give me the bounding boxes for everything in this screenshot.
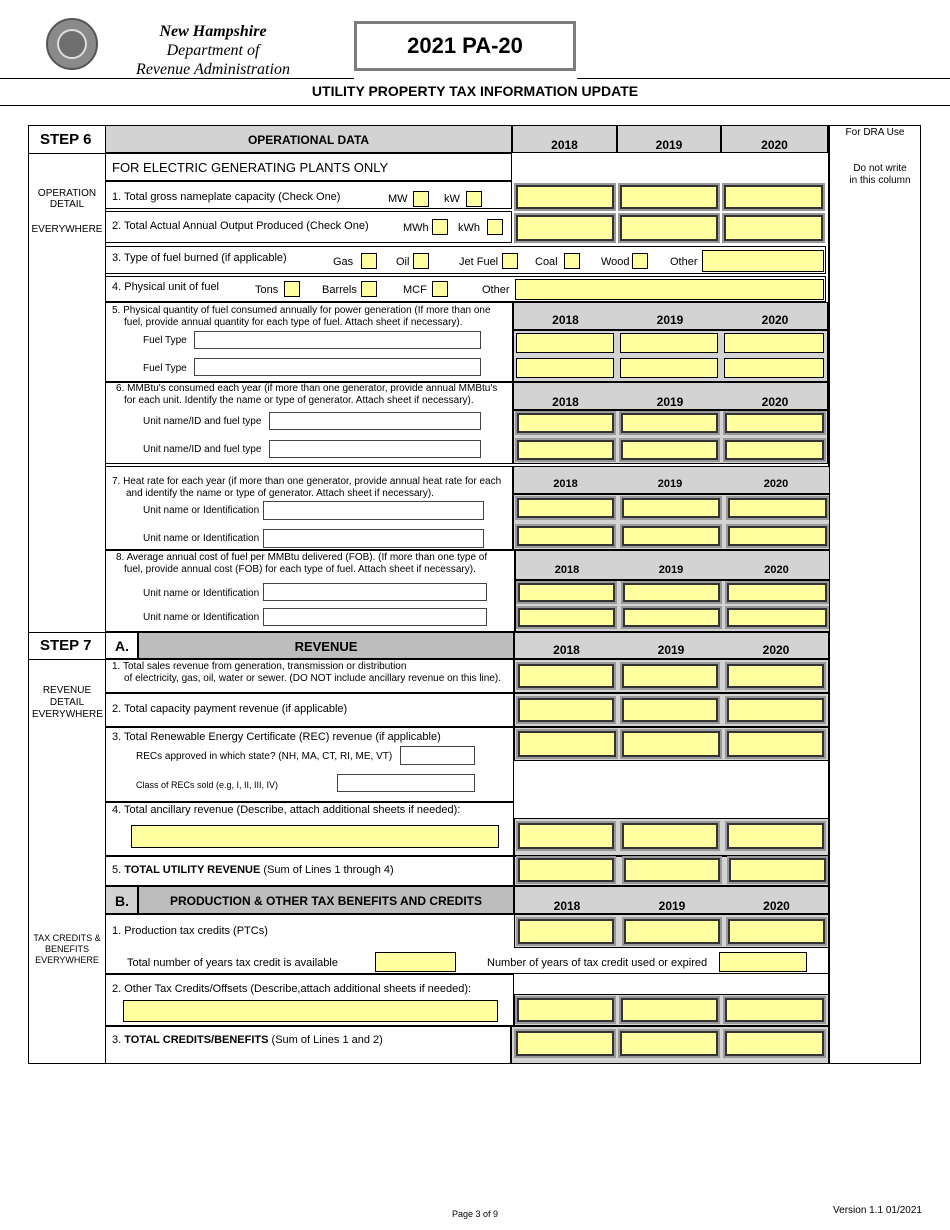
rev-line2-label: 2. Total capacity payment revenue (if applicable): [112, 703, 348, 715]
fuel-type-input[interactable]: [194, 331, 481, 349]
fuel-oil-checkbox[interactable]: [413, 253, 429, 269]
line5-2018-input[interactable]: [516, 358, 614, 378]
fuel-jet-label: Jet Fuel: [459, 256, 499, 268]
fuel-type-label: Fuel Type: [143, 363, 187, 374]
unit-id-input[interactable]: [263, 583, 487, 601]
other-credits-2020-input[interactable]: [725, 998, 824, 1022]
line8-2018-input[interactable]: [518, 583, 615, 602]
ptc-2020-input[interactable]: [728, 919, 825, 944]
rev-line1-label-b: of electricity, gas, oil, water or sewer. (DO NOT include ancillary revenue on this line).: [124, 673, 502, 684]
line7-2020-input[interactable]: [728, 526, 827, 546]
line7-2018-input[interactable]: [517, 526, 614, 546]
years-used-label: Number of years of tax credit used or expired: [487, 957, 708, 969]
total-credits-bold: TOTAL CREDITS/BENEFITS: [124, 1034, 269, 1046]
line2-2019-input[interactable]: [620, 215, 718, 241]
year-header: 2020: [764, 564, 789, 576]
line6-2020-input[interactable]: [725, 440, 824, 460]
fuel-wood-label: Wood: [601, 256, 630, 268]
step7-label: STEP 7: [40, 637, 92, 654]
years-available-input[interactable]: [375, 952, 456, 972]
rec-state-label: RECs approved in which state? (NH, MA, CT, RI, ME, VT): [136, 751, 393, 762]
total-credits-rest: (Sum of Lines 1 and 2): [271, 1034, 383, 1046]
rev-line1-2018-input[interactable]: [518, 664, 614, 688]
unit-mcf-label: MCF: [403, 284, 427, 296]
rev-line4-2019-input[interactable]: [622, 823, 718, 849]
line5-2019-input[interactable]: [620, 333, 718, 353]
unit-id-label: Unit name or Identification: [143, 533, 260, 544]
kw-checkbox[interactable]: [466, 191, 482, 207]
line5-2020-input[interactable]: [724, 358, 824, 378]
rev-line5-num: 5.: [112, 864, 122, 876]
ancillary-description-input[interactable]: [131, 825, 499, 848]
unit-other-label: Other: [482, 284, 510, 296]
form-title: UTILITY PROPERTY TAX INFORMATION UPDATE: [311, 83, 639, 99]
tax-credits-label: TAX CREDITS & BENEFITS EVERYWHERE: [33, 933, 101, 965]
rev-line3-2020-input[interactable]: [727, 731, 824, 757]
unit-other-input[interactable]: [515, 279, 824, 300]
line7-label-b: and identify the name or type of generator. Attach sheet if necessary).: [126, 488, 434, 499]
other-credits-2019-input[interactable]: [621, 998, 718, 1022]
mw-checkbox[interactable]: [413, 191, 429, 207]
operation-detail-label: OPERATION DETAIL: [37, 188, 97, 210]
title-rule: [0, 105, 950, 106]
rev-line5-label: [112, 864, 394, 877]
year-header: 2018: [554, 564, 580, 576]
line7-2018-input[interactable]: [517, 498, 614, 518]
mwh-checkbox[interactable]: [432, 219, 448, 235]
line7-2019-input[interactable]: [622, 498, 720, 518]
step6-label: STEP 6: [40, 131, 92, 148]
kwh-label: kWh: [458, 222, 480, 234]
unit-tons-label: Tons: [255, 284, 279, 296]
unit-id-label: Unit name or Identification: [143, 612, 260, 623]
line6-label-a: 6. MMBtu's consumed each year (if more than one generator, provide annual MMBtu's: [116, 383, 498, 394]
line1-2020-input[interactable]: [724, 185, 823, 209]
rev-line2-2020-input[interactable]: [727, 698, 824, 722]
line8-2018-input[interactable]: [518, 608, 615, 627]
total-credits-2018-input[interactable]: [516, 1031, 614, 1056]
fuel-oil-label: Oil: [396, 256, 410, 268]
year-header: 2018: [553, 478, 578, 490]
line7-2020-input[interactable]: [728, 498, 827, 518]
unit-id-input[interactable]: [263, 529, 484, 548]
section-a-letter: A.: [105, 632, 138, 659]
year-header: 2019: [658, 899, 686, 913]
rev-line3-2019-input[interactable]: [622, 731, 720, 757]
everywhere-label: EVERYWHERE: [31, 224, 103, 235]
step6-header: OPERATIONAL DATA: [105, 125, 512, 153]
mw-label: MW: [388, 193, 408, 205]
unit-id-label: Unit name or Identification: [143, 505, 260, 516]
rec-state-input[interactable]: [400, 746, 475, 765]
line7-2019-input[interactable]: [622, 526, 720, 546]
line8-2019-input[interactable]: [623, 608, 720, 627]
rev-total-2020-input[interactable]: [729, 858, 826, 882]
rev-line5-rest: (Sum of Lines 1 through 4): [263, 864, 394, 876]
fuel-gas-label: Gas: [333, 256, 354, 268]
header-rule-right: [577, 78, 950, 79]
agency-name: New Hampshire: [159, 23, 267, 40]
rev-line5-bold: TOTAL UTILITY REVENUE: [124, 864, 261, 876]
unit-name-input[interactable]: [269, 412, 481, 430]
year-header: 2019: [656, 313, 684, 327]
unit-name-label: Unit name/ID and fuel type: [143, 416, 262, 427]
rev-line2-2019-input[interactable]: [622, 698, 718, 722]
rec-class-input[interactable]: [337, 774, 475, 792]
year-header: 2019: [656, 395, 684, 409]
total-credits-2020-input[interactable]: [725, 1031, 824, 1056]
fuel-other-input[interactable]: [702, 250, 824, 272]
line6-2020-input[interactable]: [725, 413, 824, 433]
unit-barrels-label: Barrels: [322, 284, 357, 296]
step7-label-rule: [28, 659, 106, 660]
rev-line4-2018-input[interactable]: [518, 823, 614, 849]
year-header: 2019: [658, 564, 684, 576]
rev-line3-2018-input[interactable]: [518, 731, 616, 757]
year-header: 2018: [552, 313, 579, 327]
years-used-input[interactable]: [719, 952, 807, 972]
dra-column: [829, 125, 921, 1064]
other-credits-2018-input[interactable]: [517, 998, 614, 1022]
ptc-2018-input[interactable]: [518, 919, 614, 944]
step6-label-rule: [28, 153, 106, 154]
fuel-coal-label: Coal: [535, 256, 558, 268]
version-label: Version 1.1 01/2021: [833, 1205, 922, 1216]
line8-2020-input[interactable]: [727, 608, 827, 627]
unit-name-input[interactable]: [269, 440, 481, 458]
line6-label-b: for each unit. Identify the name or type of generator. Attach sheet if necessary).: [124, 395, 474, 406]
rev-line4-2020-input[interactable]: [727, 823, 824, 849]
fuel-type-input[interactable]: [194, 358, 481, 376]
kwh-checkbox[interactable]: [487, 219, 503, 235]
fuel-jet-checkbox[interactable]: [502, 253, 518, 269]
total-credits-2019-input[interactable]: [620, 1031, 718, 1056]
fuel-wood-checkbox[interactable]: [632, 253, 648, 269]
page-number: Page 3 of 9: [451, 1209, 499, 1219]
section-a-title: REVENUE: [138, 632, 514, 659]
line5-2019-input[interactable]: [620, 358, 718, 378]
kw-label: kW: [444, 193, 460, 205]
line2-label: 2. Total Actual Annual Output Produced (Check One): [112, 220, 369, 232]
fuel-type-label: Fuel Type: [143, 335, 187, 346]
year-header: 2020: [763, 899, 790, 913]
dra-title: For DRA Use: [845, 127, 905, 138]
year-header: 2018: [551, 138, 578, 152]
line5-2020-input[interactable]: [724, 333, 824, 353]
year-header: 2019: [655, 138, 683, 152]
total-credits-num: 3.: [112, 1034, 122, 1046]
mwh-label: MWh: [403, 222, 429, 234]
line3-label: 3. Type of fuel burned (if applicable): [112, 252, 287, 264]
other-credits-label: 2. Other Tax Credits/Offsets (Describe,attach additional sheets if needed):: [112, 983, 472, 995]
line1-label: 1. Total gross nameplate capacity (Check One): [112, 191, 341, 203]
header-rule-left: [0, 78, 354, 79]
line5-2018-input[interactable]: [516, 333, 614, 353]
unit-id-label: Unit name or Identification: [143, 588, 260, 599]
line1-2018-input[interactable]: [516, 185, 614, 209]
fuel-other-label: Other: [670, 256, 698, 268]
other-credits-description-input[interactable]: [123, 1000, 498, 1022]
line7-label-a: 7. Heat rate for each year (if more than one generator, provide annual heat rate for each: [112, 476, 502, 487]
line8-label-a: 8. Average annual cost of fuel per MMBtu delivered (FOB). (If more than one type of: [116, 552, 488, 563]
unit-mcf-checkbox[interactable]: [432, 281, 448, 297]
unit-tons-checkbox[interactable]: [284, 281, 300, 297]
year-header: 2020: [761, 138, 788, 152]
year-header: 2018: [553, 899, 581, 913]
rev-line2-2018-input[interactable]: [518, 698, 614, 722]
rev-total-2019-input[interactable]: [624, 858, 720, 882]
years-available-label: Total number of years tax credit is available: [127, 957, 338, 969]
year-header: 2019: [657, 478, 683, 490]
year-header: 2020: [761, 395, 789, 409]
line8-2019-input[interactable]: [623, 583, 720, 602]
year-header: 2018: [553, 643, 580, 657]
line5-label-b: fuel, provide annual quantity for each type of fuel. Attach sheet if necessary).: [124, 317, 463, 328]
year-header: 2020: [761, 313, 789, 327]
rev-line1-2020-input[interactable]: [727, 664, 824, 688]
line2-2020-input[interactable]: [724, 215, 823, 241]
state-seal-icon: [46, 18, 98, 70]
year-header: 2020: [762, 643, 790, 657]
rev-line1-label-a: 1. Total sales revenue from generation, transmission or distribution: [112, 661, 407, 672]
year-header: 2018: [552, 395, 579, 409]
step6-subheader: FOR ELECTRIC GENERATING PLANTS ONLY: [112, 160, 389, 175]
rev-line1-2019-input[interactable]: [622, 664, 718, 688]
ptc-2019-input[interactable]: [624, 919, 720, 944]
line6-2018-input[interactable]: [517, 413, 614, 433]
rev-line4-label: 4. Total ancillary revenue (Describe, attach additional sheets if needed):: [112, 804, 461, 816]
unit-barrels-checkbox[interactable]: [361, 281, 377, 297]
line2-2018-input[interactable]: [516, 215, 614, 241]
line6-2019-input[interactable]: [621, 413, 718, 433]
line5-label-a: 5. Physical quantity of fuel consumed annually for power generation (If more than one: [112, 305, 491, 316]
line6-2018-input[interactable]: [517, 440, 614, 460]
line4-label: 4. Physical unit of fuel: [112, 281, 220, 293]
line1-2019-input[interactable]: [620, 185, 718, 209]
unit-id-input[interactable]: [263, 501, 484, 520]
fuel-coal-checkbox[interactable]: [564, 253, 580, 269]
line8-2020-input[interactable]: [727, 583, 827, 602]
year-header: 2020: [763, 478, 789, 490]
section-b-title: PRODUCTION & OTHER TAX BENEFITS AND CREDITS: [138, 886, 514, 914]
rev-total-2018-input[interactable]: [518, 858, 614, 882]
dra-note: Do not write in this column: [849, 163, 911, 186]
line6-2019-input[interactable]: [621, 440, 718, 460]
agency-division: Revenue Administration: [136, 61, 290, 78]
agency-dept: Department of: [166, 42, 260, 59]
fuel-gas-checkbox[interactable]: [361, 253, 377, 269]
revenue-detail-label: REVENUE DETAIL EVERYWHERE: [32, 685, 103, 720]
section-b-letter: B.: [105, 886, 138, 914]
total-credits-label: [112, 1034, 383, 1047]
year-header: 2019: [657, 643, 685, 657]
line8-label-b: fuel, provide annual cost (FOB) for each type of fuel. Attach sheet if necessary).: [124, 564, 476, 575]
unit-id-input[interactable]: [263, 608, 487, 626]
rec-class-label: Class of RECs sold (e.g, I, II, III, IV): [136, 780, 279, 790]
unit-name-label: Unit name/ID and fuel type: [143, 444, 262, 455]
rev-line3-label: 3. Total Renewable Energy Certificate (REC) revenue (if applicable): [112, 731, 441, 743]
ptc-label: 1. Production tax credits (PTCs): [112, 925, 268, 937]
form-number: 2021 PA-20: [354, 21, 576, 71]
